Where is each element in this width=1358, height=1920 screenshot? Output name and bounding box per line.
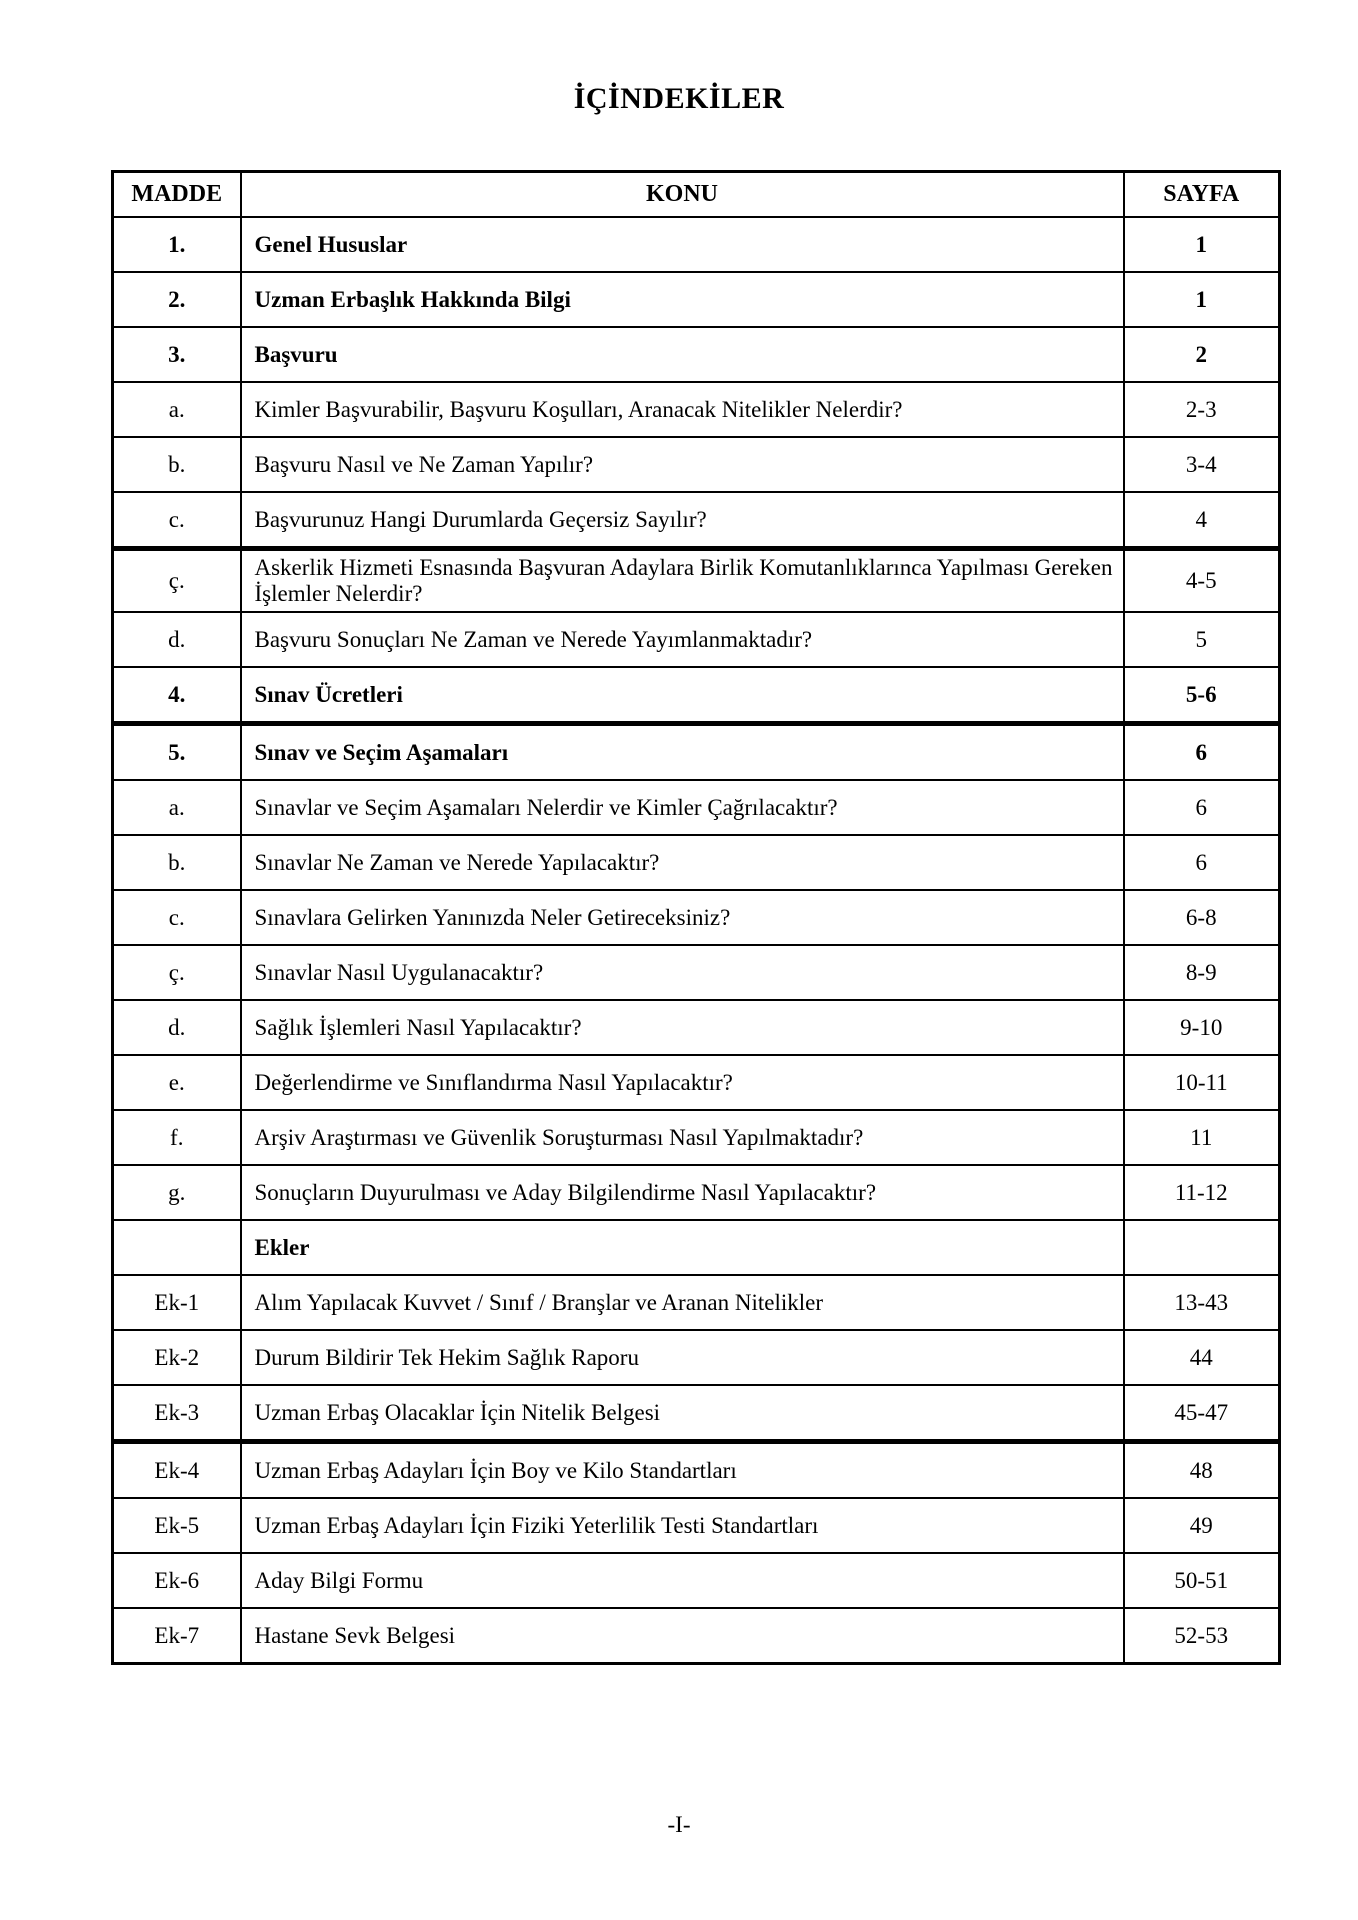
toc-row — [113, 1608, 1280, 1664]
konu-cell: Sınav ve Seçim Aşamaları — [241, 724, 1124, 781]
toc-row — [113, 890, 1280, 945]
sayfa-cell: 6 — [1124, 724, 1280, 781]
konu-cell: Sınav Ücretleri — [241, 667, 1124, 724]
konu-cell: Başvuru Nasıl ve Ne Zaman Yapılır? — [241, 437, 1124, 492]
page-title: İÇİNDEKİLER — [573, 82, 785, 115]
sayfa-cell: 49 — [1124, 1498, 1280, 1553]
konu-cell: Sağlık İşlemleri Nasıl Yapılacaktır? — [241, 1000, 1124, 1055]
konu-cell: Uzman Erbaş Adayları İçin Fiziki Yeterlilik Testi Standartları — [241, 1498, 1124, 1553]
konu-cell: Sınavlara Gelirken Yanınızda Neler Getireceksiniz? — [241, 890, 1124, 945]
column-header-konu: KONU — [241, 172, 1124, 218]
konu-cell: Uzman Erbaş Adayları İçin Boy ve Kilo Standartları — [241, 1442, 1124, 1499]
toc-row — [113, 437, 1280, 492]
madde-cell: e. — [113, 1055, 241, 1110]
sayfa-cell: 8-9 — [1124, 945, 1280, 1000]
sayfa-cell: 52-53 — [1124, 1608, 1280, 1664]
konu-cell: Askerlik Hizmeti Esnasında Başvuran Adaylara Birlik Komutanlıklarınca Yapılması Gereken İşlemler Nelerdir? — [241, 549, 1124, 613]
madde-cell: Ek-3 — [113, 1385, 241, 1442]
toc-row — [113, 1330, 1280, 1385]
madde-cell: 2. — [113, 272, 241, 327]
madde-cell: 4. — [113, 667, 241, 724]
toc-row — [113, 549, 1280, 613]
sayfa-cell: 45-47 — [1124, 1385, 1280, 1442]
madde-cell: Ek-5 — [113, 1498, 241, 1553]
konu-cell: Alım Yapılacak Kuvvet / Sınıf / Branşlar ve Aranan Nitelikler — [241, 1275, 1124, 1330]
madde-cell: 5. — [113, 724, 241, 781]
toc-row — [113, 327, 1280, 382]
column-header-sayfa: SAYFA — [1124, 172, 1280, 218]
madde-cell: a. — [113, 780, 241, 835]
sayfa-cell: 13-43 — [1124, 1275, 1280, 1330]
madde-cell: b. — [113, 437, 241, 492]
konu-cell: Arşiv Araştırması ve Güvenlik Soruşturması Nasıl Yapılmaktadır? — [241, 1110, 1124, 1165]
toc-row — [113, 667, 1280, 724]
konu-cell: Sonuçların Duyurulması ve Aday Bilgilendirme Nasıl Yapılacaktır? — [241, 1165, 1124, 1220]
toc-row — [113, 1055, 1280, 1110]
sayfa-cell: 5-6 — [1124, 667, 1280, 724]
toc-row — [113, 1275, 1280, 1330]
toc-row — [113, 382, 1280, 437]
konu-cell: Uzman Erbaş Olacaklar İçin Nitelik Belgesi — [241, 1385, 1124, 1442]
column-header-madde: MADDE — [113, 172, 241, 218]
toc-row — [113, 492, 1280, 549]
konu-cell: Aday Bilgi Formu — [241, 1553, 1124, 1608]
madde-cell: c. — [113, 890, 241, 945]
sayfa-cell: 2 — [1124, 327, 1280, 382]
madde-cell: Ek-1 — [113, 1275, 241, 1330]
toc-row — [113, 612, 1280, 667]
madde-cell: Ek-4 — [113, 1442, 241, 1499]
sayfa-cell: 6 — [1124, 780, 1280, 835]
toc-header-row — [113, 172, 1280, 218]
toc-row — [113, 945, 1280, 1000]
sayfa-cell: 4-5 — [1124, 549, 1280, 613]
madde-cell: d. — [113, 1000, 241, 1055]
sayfa-cell: 9-10 — [1124, 1000, 1280, 1055]
konu-cell: Uzman Erbaşlık Hakkında Bilgi — [241, 272, 1124, 327]
sayfa-cell: 11-12 — [1124, 1165, 1280, 1220]
madde-cell: 1. — [113, 217, 241, 272]
page-number-footer: -I- — [667, 1812, 691, 1837]
toc-row — [113, 1442, 1280, 1499]
madde-cell: c. — [113, 492, 241, 549]
konu-cell: Başvurunuz Hangi Durumlarda Geçersiz Sayılır? — [241, 492, 1124, 549]
sayfa-cell: 5 — [1124, 612, 1280, 667]
madde-cell: b. — [113, 835, 241, 890]
sayfa-cell: 6-8 — [1124, 890, 1280, 945]
toc-row — [113, 1553, 1280, 1608]
toc-row — [113, 1110, 1280, 1165]
sayfa-cell — [1124, 1220, 1280, 1275]
madde-cell: ç. — [113, 945, 241, 1000]
sayfa-cell: 10-11 — [1124, 1055, 1280, 1110]
madde-cell: d. — [113, 612, 241, 667]
madde-cell: Ek-6 — [113, 1553, 241, 1608]
konu-cell: Kimler Başvurabilir, Başvuru Koşulları, Aranacak Nitelikler Nelerdir? — [241, 382, 1124, 437]
toc-row — [113, 835, 1280, 890]
sayfa-cell: 1 — [1124, 272, 1280, 327]
konu-cell: Sınavlar Nasıl Uygulanacaktır? — [241, 945, 1124, 1000]
toc-row — [113, 1000, 1280, 1055]
madde-cell: Ek-2 — [113, 1330, 241, 1385]
konu-cell: Ekler — [241, 1220, 1124, 1275]
madde-cell: 3. — [113, 327, 241, 382]
madde-cell: g. — [113, 1165, 241, 1220]
madde-cell — [113, 1220, 241, 1275]
sayfa-cell: 6 — [1124, 835, 1280, 890]
konu-cell: Başvuru Sonuçları Ne Zaman ve Nerede Yayımlanmaktadır? — [241, 612, 1124, 667]
konu-cell: Başvuru — [241, 327, 1124, 382]
madde-cell: a. — [113, 382, 241, 437]
toc-row — [113, 1385, 1280, 1442]
sayfa-cell: 1 — [1124, 217, 1280, 272]
konu-cell: Değerlendirme ve Sınıflandırma Nasıl Yapılacaktır? — [241, 1055, 1124, 1110]
madde-cell: ç. — [113, 549, 241, 613]
toc-row — [113, 1498, 1280, 1553]
toc-row — [113, 1165, 1280, 1220]
konu-cell: Genel Hususlar — [241, 217, 1124, 272]
toc-row — [113, 217, 1280, 272]
toc-row — [113, 724, 1280, 781]
toc-table — [111, 170, 1281, 1665]
konu-cell: Durum Bildirir Tek Hekim Sağlık Raporu — [241, 1330, 1124, 1385]
sayfa-cell: 3-4 — [1124, 437, 1280, 492]
toc-row — [113, 780, 1280, 835]
sayfa-cell: 50-51 — [1124, 1553, 1280, 1608]
sayfa-cell: 48 — [1124, 1442, 1280, 1499]
konu-cell: Hastane Sevk Belgesi — [241, 1608, 1124, 1664]
madde-cell: Ek-7 — [113, 1608, 241, 1664]
sayfa-cell: 44 — [1124, 1330, 1280, 1385]
madde-cell: f. — [113, 1110, 241, 1165]
sayfa-cell: 2-3 — [1124, 382, 1280, 437]
konu-cell: Sınavlar Ne Zaman ve Nerede Yapılacaktır? — [241, 835, 1124, 890]
sayfa-cell: 4 — [1124, 492, 1280, 549]
sayfa-cell: 11 — [1124, 1110, 1280, 1165]
toc-row — [113, 1220, 1280, 1275]
konu-cell: Sınavlar ve Seçim Aşamaları Nelerdir ve Kimler Çağrılacaktır? — [241, 780, 1124, 835]
toc-row — [113, 272, 1280, 327]
